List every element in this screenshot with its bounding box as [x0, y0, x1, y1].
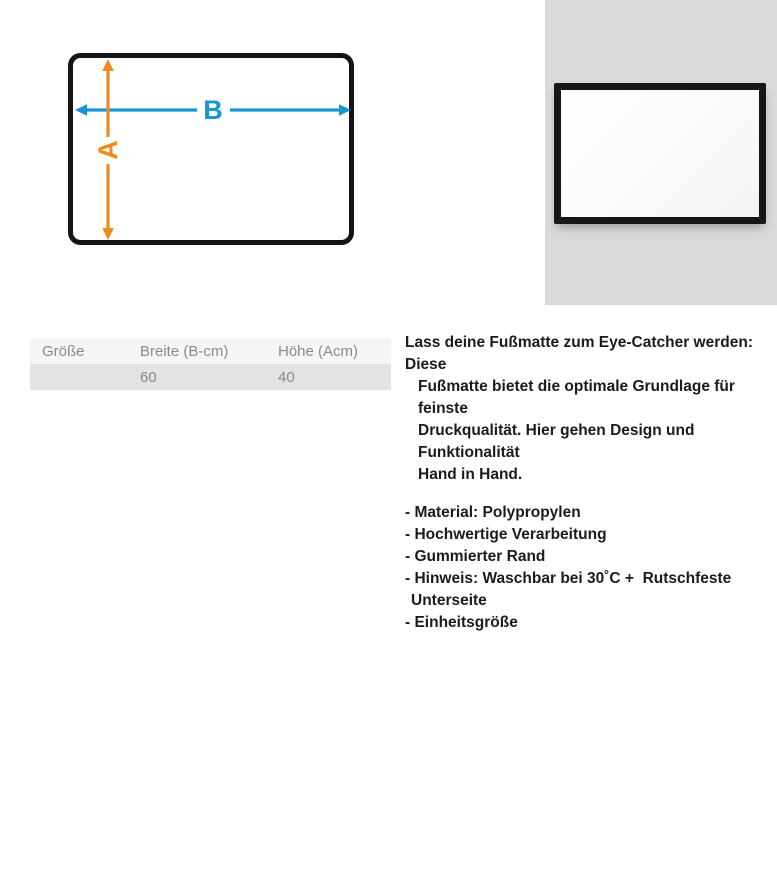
- description-line: Lass deine Fußmatte zum Eye-Catcher werden: Diese: [405, 334, 758, 373]
- height-label-a: A: [93, 140, 123, 160]
- width-label-b: B: [203, 95, 223, 125]
- column-header-hoehe: Höhe (Acm): [278, 342, 359, 360]
- size-table: [30, 338, 391, 390]
- product-image-panel: [545, 0, 777, 305]
- description-line: Hand in Hand.: [418, 466, 523, 483]
- feature-item-hinweis: - Hinweis: Waschbar bei 30˚C + Rutschfeste: [405, 570, 732, 587]
- description-line: Druckqualität. Hier gehen Design und Funktionalität: [418, 422, 699, 461]
- paragraph-spacer: [405, 486, 777, 502]
- cell-breite: 60: [140, 368, 157, 386]
- doormat-image: [554, 83, 766, 224]
- feature-item-verarbeitung: - Hochwertige Verarbeitung: [405, 526, 607, 543]
- product-description: [405, 332, 777, 634]
- table-row: [30, 364, 391, 390]
- feature-item-hinweis-wrap: Unterseite: [411, 592, 487, 609]
- description-line: Fußmatte bietet die optimale Grundlage für feinste: [418, 378, 740, 417]
- size-table-header-row: [30, 338, 391, 364]
- feature-item-rand: - Gummierter Rand: [405, 548, 546, 565]
- cell-hoehe: 40: [278, 368, 295, 386]
- feature-item-material: - Material: Polypropylen: [405, 504, 581, 521]
- dimension-diagram-svg: [0, 0, 400, 300]
- column-header-breite: Breite (B-cm): [140, 342, 229, 360]
- column-header-groesse: Größe: [42, 342, 85, 360]
- dimension-diagram: [0, 0, 400, 300]
- feature-item-groesse: - Einheitsgröße: [405, 614, 518, 631]
